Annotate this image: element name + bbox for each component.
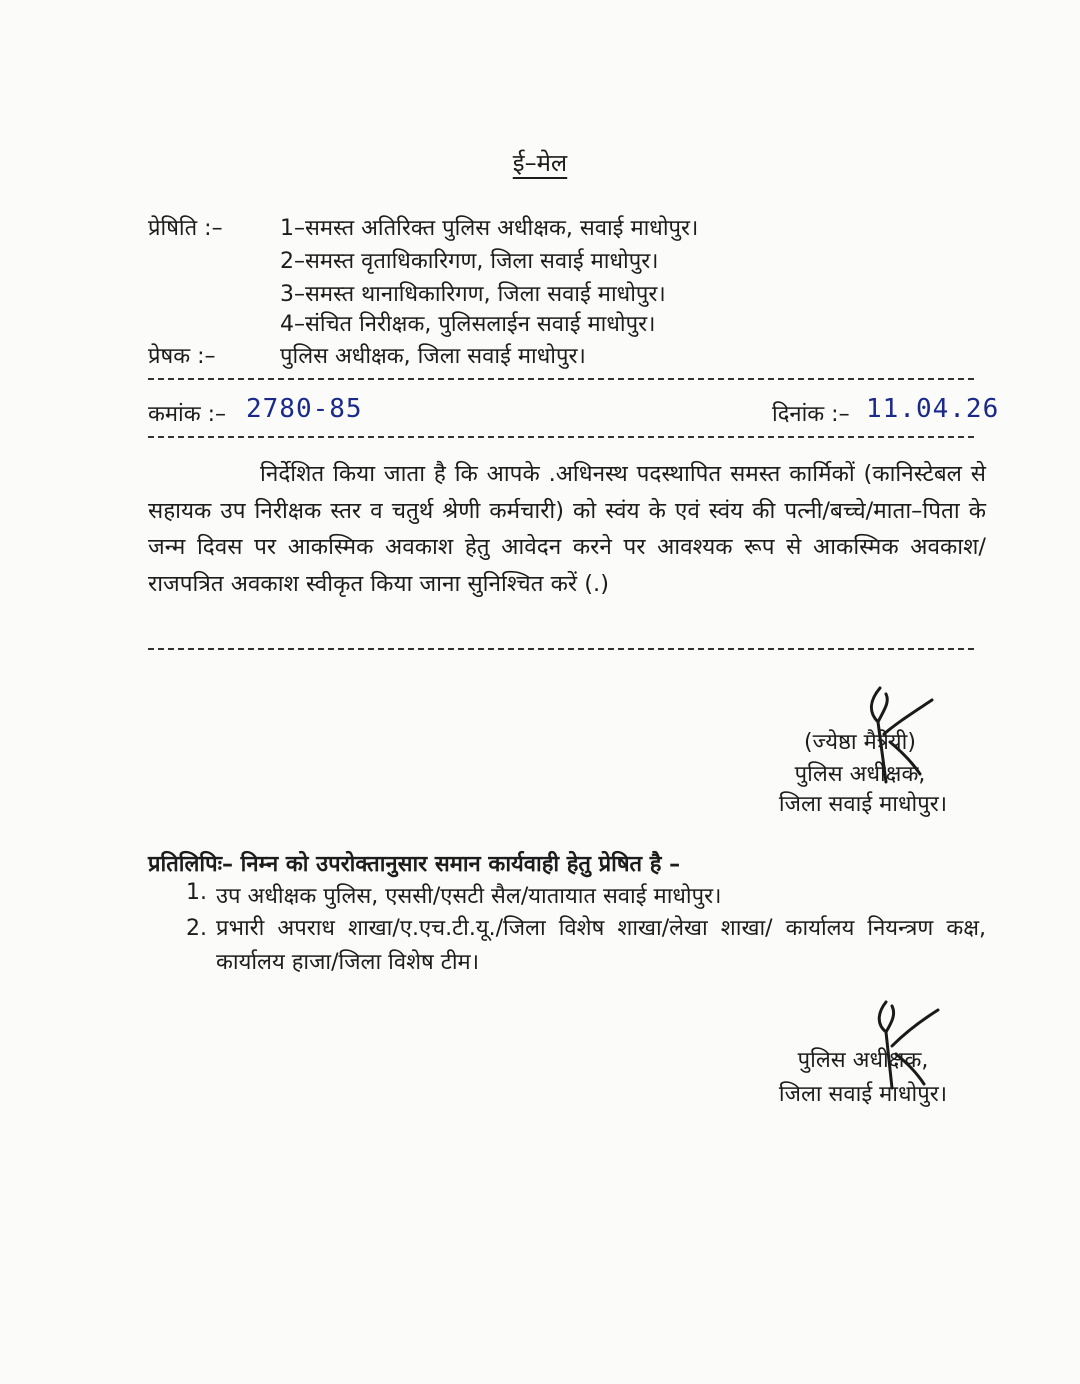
copy-item-number: 2. [186, 916, 207, 941]
reference-number-handwritten: 2780-85 [246, 394, 363, 424]
body-paragraph [148, 456, 986, 602]
document-title [0, 146, 1080, 179]
divider [148, 378, 974, 380]
recipient-item: 4–संचित निरीक्षक, पुलिसलाईन सवाई माधोपुर। [280, 312, 656, 337]
recipient-item: 3–समस्त थानाधिकारिगण, जिला सवाई माधोपुर। [280, 282, 666, 307]
divider [148, 436, 974, 438]
body-paragraph-text: निर्देशित किया जाता है कि आपके .अधिनस्थ पदस्थापित समस्त कार्मिकों (कानिस्टेबल से सहायक उप निरीक्षक स्तर व चतुर्थ श्रेणी कर्मचारी) को स्वंय के एवं स्वंय की पत्नी/बच्चे/माता–पिता के जन्म दिवस पर आकस्मिक अवकाश हेतु आवेदन करने पर आवश्यक रूप से आकस्मिक अवकाश/राजपत्रित अवकाश स्वीकृत किया जाना सुनिश्चित करें (.) [148, 461, 986, 597]
copy-item-text: प्रभारी अपराध शाखा/ए.एच.टी.यू./जिला विशेष शाखा/लेखा शाखा/ कार्यालय नियन्त्रण कक्ष, कार्यालय हाजा/जिला विशेष टीम। [216, 916, 986, 975]
copy-item-number: 1. [186, 880, 207, 905]
signatory-location: जिला सवाई माधोपुर। [778, 792, 948, 817]
recipients-label: प्रेषिति :– [148, 216, 223, 241]
date-label: दिनांक :– [772, 402, 850, 427]
recipient-item: 1–समस्त अतिरिक्त पुलिस अधीक्षक, सवाई माधोपुर। [280, 216, 699, 241]
signatory-designation: पुलिस अधीक्षक, [797, 1048, 929, 1073]
signatory-designation: पुलिस अधीक्षक, [794, 762, 926, 787]
recipient-item: 2–समस्त वृताधिकारिगण, जिला सवाई माधोपुर। [280, 249, 659, 274]
copy-item-text: उप अधीक्षक पुलिस, एससी/एसटी सैल/यातायात सवाई माधोपुर। [216, 884, 722, 909]
signatory-location: जिला सवाई माधोपुर। [778, 1082, 948, 1107]
sender-label: प्रेषक :– [148, 344, 216, 369]
copy-heading: प्रतिलिपिः– निम्न को उपरोक्तानुसार समान कार्यवाही हेतु प्रेषित है – [148, 852, 681, 877]
reference-number-label: कमांक :– [148, 402, 227, 427]
divider [148, 648, 974, 650]
sender-value: पुलिस अधीक्षक, जिला सवाई माधोपुर। [280, 344, 586, 369]
signatory-name: (ज्येष्ठा मैत्रेयी) [804, 730, 916, 755]
date-handwritten: 11.04.26 [866, 394, 1000, 424]
document-title-text: ई–मेल [512, 149, 568, 177]
